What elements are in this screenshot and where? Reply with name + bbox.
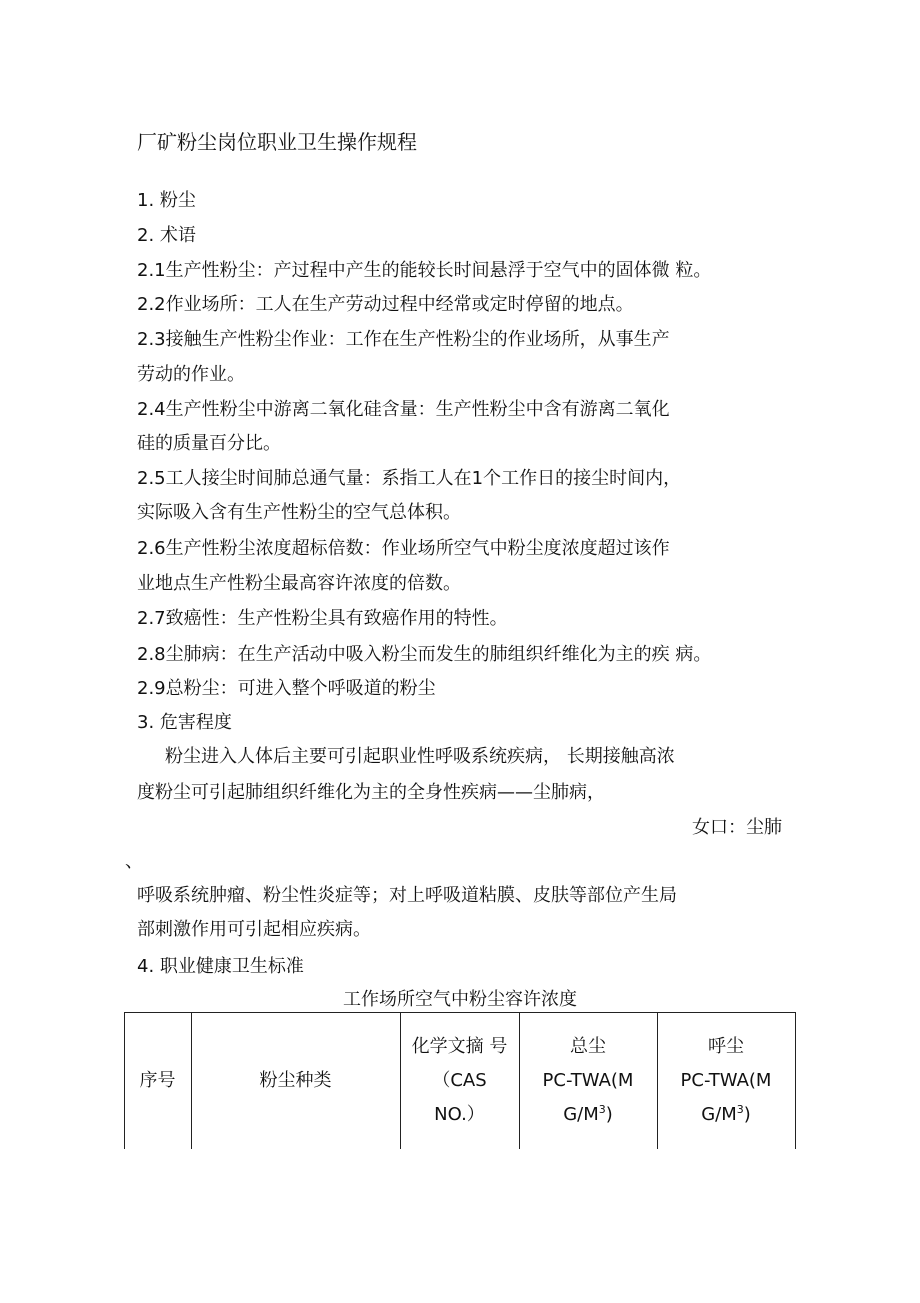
hazard-para-3: 女口：尘肺 [692, 817, 782, 838]
header-total-line2: PC-TWA(M [542, 1069, 634, 1091]
header-respirable-dust [657, 1012, 795, 1149]
hazard-para-2: 度粉尘可引起肺组织纤维化为主的全身性疾病——尘肺病， [137, 782, 605, 803]
header-cas-line3: NO.） [434, 1103, 485, 1125]
header-total-dust [519, 1012, 657, 1149]
term-2-5: 2.5工人接尘时间肺总通气量：系指工人在1个工作日的接尘时间内， [137, 468, 682, 489]
header-cas [400, 1012, 519, 1149]
header-resp-line2: PC-TWA(M [680, 1069, 772, 1091]
term-2-1: 2.1生产性粉尘：产过程中产生的能较长时间悬浮于空气中的固体微 粒。 [137, 260, 712, 281]
header-total-line1: 总尘 [569, 1035, 606, 1057]
table-caption: 工作场所空气中粉尘容许浓度 [343, 989, 577, 1010]
term-2-9: 2.9总粉尘：可进入整个呼吸道的粉尘 [137, 678, 436, 699]
heading-dust: 1. 粉尘 [137, 190, 196, 211]
term-2-8: 2.8尘肺病：在生产活动中吸入粉尘而发生的肺组织纤维化为主的疾 病。 [137, 644, 712, 665]
header-dust-type: 粉尘种类 [259, 1069, 332, 1091]
term-2-3-cont: 劳动的作业。 [137, 364, 245, 385]
heading-hazard: 3. 危害程度 [137, 712, 232, 733]
table-border-right [795, 1012, 796, 1149]
hazard-mark: 、 [125, 851, 143, 872]
term-2-6: 2.6生产性粉尘浓度超标倍数：作业场所空气中粉尘度浓度超过该作 [137, 538, 670, 559]
header-seq: 序号 [139, 1069, 176, 1091]
hazard-para-4: 呼吸系统肿瘤、粉尘性炎症等；对上呼吸道粘膜、皮肤等部位产生局 [137, 885, 677, 906]
heading-terms: 2. 术语 [137, 225, 196, 246]
document-title: 厂矿粉尘岗位职业卫生操作规程 [137, 130, 417, 154]
term-2-5-cont: 实际吸入含有生产性粉尘的空气总体积。 [137, 502, 461, 523]
heading-standards: 4. 职业健康卫生标准 [137, 956, 304, 977]
term-2-4-cont: 硅的质量百分比。 [137, 433, 281, 454]
hazard-para-5: 部刺激作用可引起相应疾病。 [137, 919, 371, 940]
header-cas-line2: （CAS [432, 1069, 487, 1091]
term-2-3: 2.3接触生产性粉尘作业：工作在生产性粉尘的作业场所，从事生产 [137, 329, 670, 350]
term-2-6-cont: 业地点生产性粉尘最高容许浓度的倍数。 [137, 573, 461, 594]
term-2-4: 2.4生产性粉尘中游离二氧化硅含量：生产性粉尘中含有游离二氧化 [137, 399, 670, 420]
header-resp-line3: $G/M^3$) [701, 1102, 751, 1125]
term-2-2: 2.2作业场所：工人在生产劳动过程中经常或定时停留的地点。 [137, 294, 634, 315]
term-2-7: 2.7致癌性：生产性粉尘具有致癌作用的特性。 [137, 608, 508, 629]
header-cas-line1: 化学文摘 号 [411, 1035, 508, 1057]
hazard-para-1: 粉尘进入人体后主要可引起职业性呼吸系统疾病， 长期接触高浓 [165, 746, 675, 767]
header-resp-line1: 呼尘 [707, 1035, 744, 1057]
dust-limits-table [124, 1012, 796, 1149]
header-total-line3: $G/M^3$) [563, 1102, 613, 1125]
